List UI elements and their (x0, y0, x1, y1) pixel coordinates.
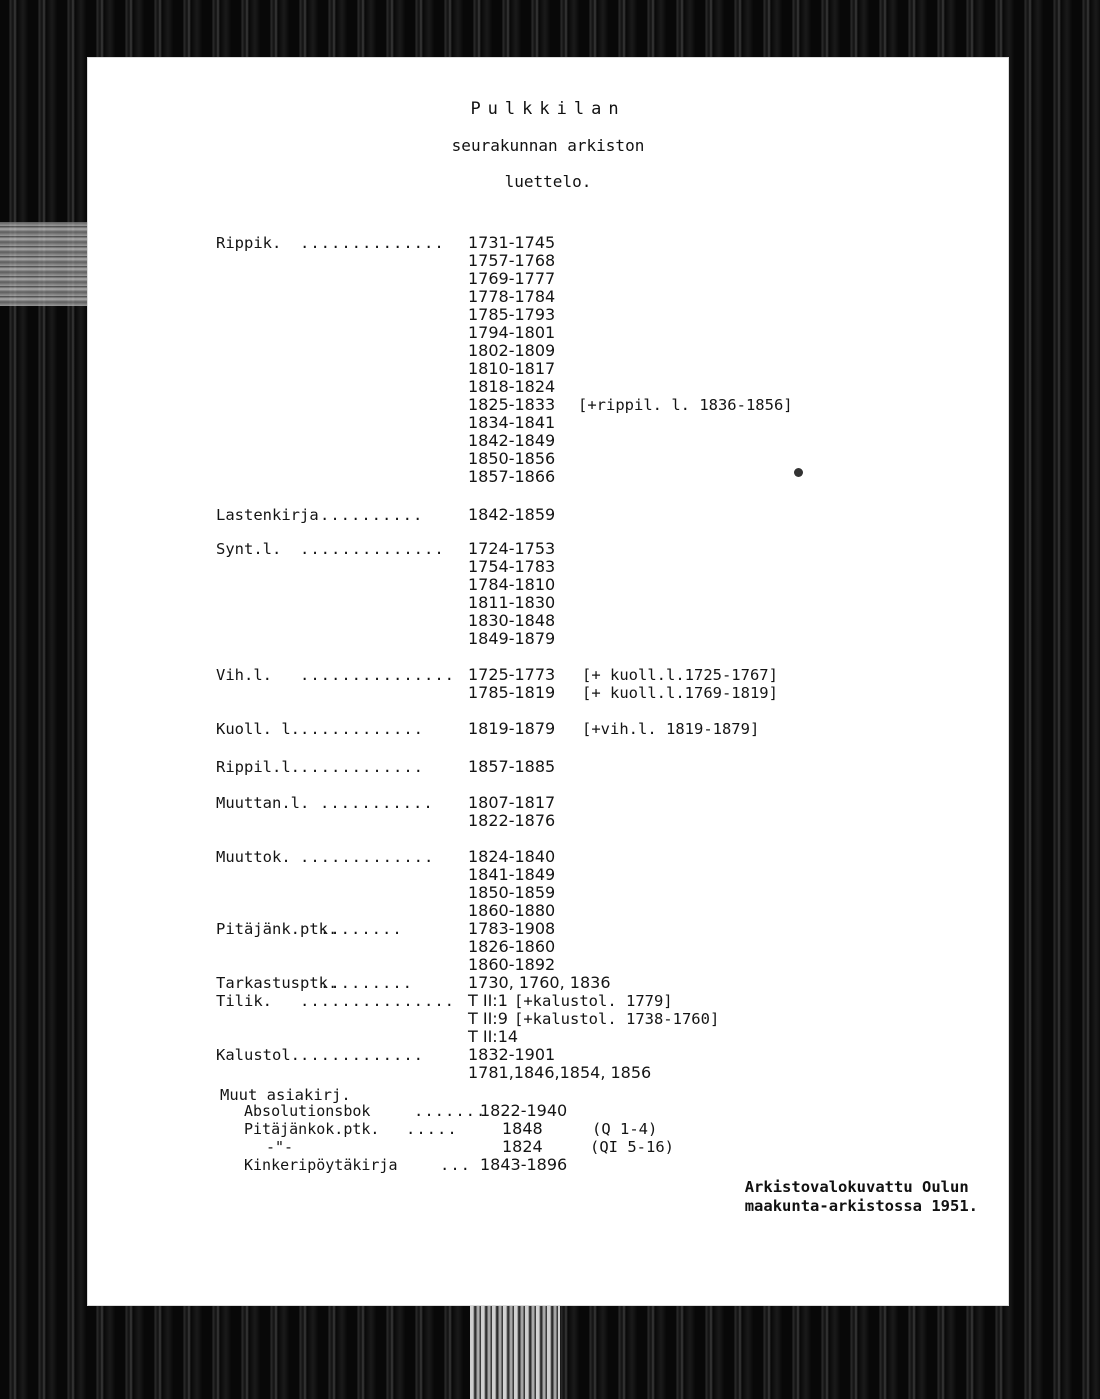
leader-dots: .......... (320, 506, 424, 524)
leader-dots: ......... (320, 974, 413, 992)
year-range: 1857-1866 (468, 467, 556, 486)
entry-label: Kuoll. l. (216, 720, 300, 738)
leader-dots: ............. (300, 848, 435, 866)
year-range: 1778-1784 (468, 287, 556, 306)
leader-dots: ............ (300, 1046, 424, 1064)
other-label: Absolutionsbok (244, 1102, 371, 1120)
other-label: -"- (266, 1138, 294, 1156)
leader-dots: ... (440, 1156, 471, 1174)
entry-row (216, 540, 956, 558)
entry-row (216, 920, 956, 938)
year-range: 1730, 1760, 1836 (468, 973, 611, 992)
entry-label: Rippik. (216, 234, 282, 252)
entry-row (216, 506, 956, 524)
year-range: 1860-1892 (468, 955, 556, 974)
year-range: 1769-1777 (468, 269, 556, 288)
year-range: 1825-1833 (468, 395, 556, 414)
range-note: (Q 1-4) (592, 1120, 658, 1138)
year-range: 1842-1859 (468, 505, 556, 524)
leader-dots: ..... (406, 1120, 458, 1138)
year-range: 1826-1860 (468, 937, 556, 956)
year-range: 1811-1830 (468, 593, 556, 612)
entry-label: Kalustol. (216, 1046, 300, 1064)
year-range: 1802-1809 (468, 341, 556, 360)
film-streak (470, 1300, 560, 1399)
range-note: [+kalustol. 1738-1760] (514, 1010, 720, 1028)
stamp-line-1: Arkistovalokuvattu Oulun (744, 1178, 969, 1196)
year-range: 1824-1840 (468, 847, 556, 866)
entry-row (216, 234, 956, 252)
entry-label: Muuttok. (216, 848, 291, 866)
year-range: 1832-1901 (468, 1045, 556, 1064)
year-range: T II:1 (468, 991, 508, 1010)
year-range: 1819-1879 (468, 719, 556, 738)
year-range: 1842-1849 (468, 431, 556, 450)
year-range: 1834-1841 (468, 413, 556, 432)
entry-label: Lastenkirja (216, 506, 319, 524)
year-range: 1783-1908 (468, 919, 556, 938)
year-range: 1848 (502, 1119, 543, 1138)
leader-dots: ........... (320, 794, 434, 812)
entry-label: Rippil.l. (216, 758, 300, 776)
year-range: 1843-1896 (480, 1155, 568, 1174)
entry-label: Tilik. (216, 992, 272, 1010)
leader-dots: .............. (300, 540, 445, 558)
range-note: [+rippil. l. 1836-1856] (578, 396, 793, 414)
leader-dots: ............ (300, 758, 424, 776)
stamp-line-2: maakunta-arkistossa 1951. (744, 1197, 978, 1215)
year-range: 1822-1876 (468, 811, 556, 830)
entry-row (216, 1046, 956, 1064)
entry-label: Vih.l. (216, 666, 272, 684)
year-range: 1810-1817 (468, 359, 556, 378)
archive-stamp (745, 1178, 978, 1216)
year-range: 1807-1817 (468, 793, 556, 812)
entry-label: Tarkastusptk. (216, 974, 338, 992)
leader-dots: ............... (300, 992, 455, 1010)
year-range: T II:14 (468, 1027, 519, 1046)
year-range: 1725-1773 (468, 665, 556, 684)
year-range: 1785-1819 (468, 683, 556, 702)
entry-label: Pitäjänk.ptk. (216, 920, 338, 938)
page-title: Pulkkilan (470, 99, 626, 119)
year-range: 1818-1824 (468, 377, 556, 396)
range-note: [+ kuoll.l.1725-1767] (582, 666, 778, 684)
year-range: 1731-1745 (468, 233, 556, 252)
year-range: 1857-1885 (468, 757, 556, 776)
year-range: 1850-1856 (468, 449, 556, 468)
leader-dots: ............... (300, 666, 455, 684)
year-range: T II:9 (468, 1009, 508, 1028)
other-heading: Muut asiakirj. (220, 1086, 351, 1104)
range-note: (QI 5-16) (590, 1138, 674, 1156)
page-subtitle-2: luettelo. (504, 172, 592, 191)
year-range: 1850-1859 (468, 883, 556, 902)
year-range: 1849-1879 (468, 629, 556, 648)
year-range: 1830-1848 (468, 611, 556, 630)
entry-label: Synt.l. (216, 540, 282, 558)
leader-dots: .............. (300, 234, 445, 252)
leader-dots: ............ (300, 720, 424, 738)
year-range: 1824 (502, 1137, 543, 1156)
document-page (88, 58, 1008, 1305)
ink-speck (794, 468, 803, 477)
range-note: [+ kuoll.l.1769-1819] (582, 684, 778, 702)
entry-row (216, 794, 956, 812)
entry-row (216, 848, 956, 866)
film-glare (0, 222, 88, 306)
year-range: 1784-1810 (468, 575, 556, 594)
year-range: 1822-1940 (480, 1101, 568, 1120)
leader-dots: ....... (414, 1102, 487, 1120)
leader-dots: ........ (320, 920, 403, 938)
range-note: [+vih.l. 1819-1879] (582, 720, 760, 738)
year-range: 1785-1793 (468, 305, 556, 324)
year-range: 1781,1846,1854, 1856 (468, 1063, 652, 1082)
year-range: 1841-1849 (468, 865, 556, 884)
page-subtitle: seurakunnan arkiston (451, 136, 645, 155)
year-range: 1757-1768 (468, 251, 556, 270)
entry-row (216, 758, 956, 776)
year-range: 1724-1753 (468, 539, 556, 558)
year-range: 1794-1801 (468, 323, 556, 342)
other-label: Pitäjänkok.ptk. (244, 1120, 380, 1138)
other-label: Kinkeripöytäkirja (244, 1156, 398, 1174)
entry-label: Muuttan.l. (216, 794, 310, 812)
year-range: 1754-1783 (468, 557, 556, 576)
range-note: [+kalustol. 1779] (514, 992, 673, 1010)
year-range: 1860-1880 (468, 901, 556, 920)
